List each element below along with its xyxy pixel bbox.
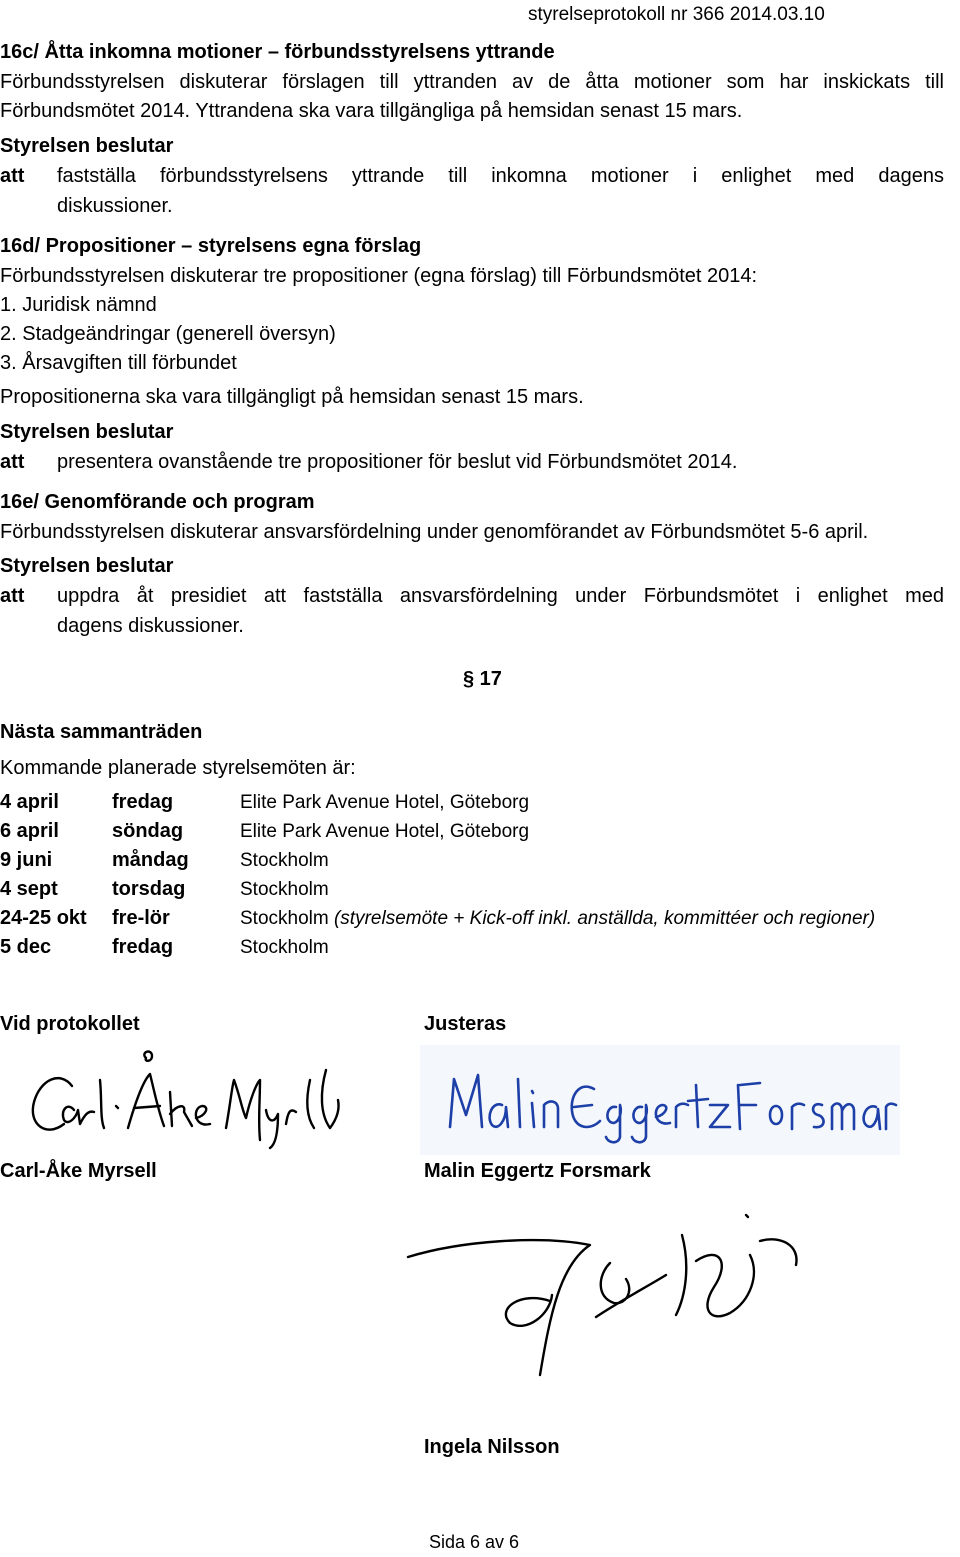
meeting-date: 4 april (0, 791, 59, 813)
section-16c-att: att (0, 165, 25, 187)
meeting-day: fredag (112, 791, 174, 813)
signature-left-name: Carl-Åke Myrsell (0, 1160, 157, 1182)
signature-third-name: Ingela Nilsson (424, 1436, 560, 1458)
signature-carl-ake-myrsell (20, 1040, 350, 1150)
section-16d-item-2: 2. Stadgeändringar (generell översyn) (0, 323, 336, 345)
section-16c-line1: Förbundsstyrelsen diskuterar förslagen till yttranden av de åtta motioner som har inskickats till (0, 71, 944, 93)
meeting-place: Stockholm (240, 937, 329, 958)
section-16e-decision-text1: uppdra åt presidiet att fastställa ansvarsfördelning under Förbundsmötet i enlighet med (57, 585, 944, 607)
meeting-place-with-note (240, 904, 875, 933)
section-16c-decision: Styrelsen beslutar (0, 135, 174, 157)
meeting-date: 24-25 okt (0, 907, 87, 929)
section-16c-decision-text1: fastställa förbundsstyrelsens yttrande till inkomna motioner i enlighet med dagens (57, 165, 944, 187)
section-16c-title: 16c/ Åtta inkomna motioner – förbundsstyrelsens yttrande (0, 41, 555, 63)
section-16c-decision-text2: diskussioner. (57, 195, 173, 217)
meeting-place: Stockholm (240, 879, 329, 900)
section-16d-item-1: 1. Juridisk nämnd (0, 294, 157, 316)
meeting-day: fredag (112, 936, 174, 958)
signature-right-heading: Justeras (424, 1013, 507, 1035)
meeting-date: 9 juni (0, 849, 53, 871)
section-16d-note: Propositionerna ska vara tillgängligt på hemsidan senast 15 mars. (0, 386, 584, 408)
meeting-note: (styrelsemöte + Kick-off inkl. anställda, kommittéer och regioner) (333, 908, 876, 929)
section-16e-att: att (0, 585, 25, 607)
signature-malin-eggertz-forsmark (420, 1045, 900, 1155)
section-16d-decision-text: presentera ovanstående tre propositioner för beslut vid Förbundsmötet 2014. (57, 451, 738, 473)
section-16d-att: att (0, 451, 25, 473)
signature-left-heading: Vid protokollet (0, 1013, 140, 1035)
section-16d-decision: Styrelsen beslutar (0, 421, 174, 443)
section-16d-intro: Förbundsstyrelsen diskuterar tre propositioner (egna förslag) till Förbundsmötet 2014: (0, 265, 758, 287)
meeting-date: 4 sept (0, 878, 58, 900)
meeting-date: 5 dec (0, 936, 52, 958)
paragraph-mark: § 17 (463, 668, 502, 690)
signature-ingela-nilsson (400, 1205, 820, 1405)
meeting-place: Stockholm (240, 850, 329, 871)
meeting-day: fre-lör (112, 907, 170, 929)
section-16d-title: 16d/ Propositioner – styrelsens egna förslag (0, 235, 422, 257)
section-16c-line2: Förbundsmötet 2014. Yttrandena ska vara tillgängliga på hemsidan senast 15 mars. (0, 100, 743, 122)
meeting-place: Stockholm (240, 908, 329, 929)
section-17-intro: Kommande planerade styrelsemöten är: (0, 757, 356, 779)
signature-right-name: Malin Eggertz Forsmark (424, 1160, 651, 1182)
meeting-date: 6 april (0, 820, 59, 842)
meeting-place: Elite Park Avenue Hotel, Göteborg (240, 792, 530, 813)
section-16e-intro: Förbundsstyrelsen diskuterar ansvarsfördelning under genomförandet av Förbundsmötet 5-6 april. (0, 521, 869, 543)
meeting-day: torsdag (112, 878, 186, 900)
section-16d-item-3: 3. Årsavgiften till förbundet (0, 352, 237, 374)
section-16e-decision-text2: dagens diskussioner. (57, 615, 244, 637)
meeting-place: Elite Park Avenue Hotel, Göteborg (240, 821, 530, 842)
section-17-title: Nästa sammanträden (0, 721, 203, 743)
page-header: styrelseprotokoll nr 366 2014.03.10 (528, 4, 825, 25)
meeting-day: måndag (112, 849, 189, 871)
page-footer: Sida 6 av 6 (429, 1532, 520, 1552)
section-16e-decision: Styrelsen beslutar (0, 555, 174, 577)
meeting-day: söndag (112, 820, 184, 842)
section-16e-title: 16e/ Genomförande och program (0, 491, 315, 513)
